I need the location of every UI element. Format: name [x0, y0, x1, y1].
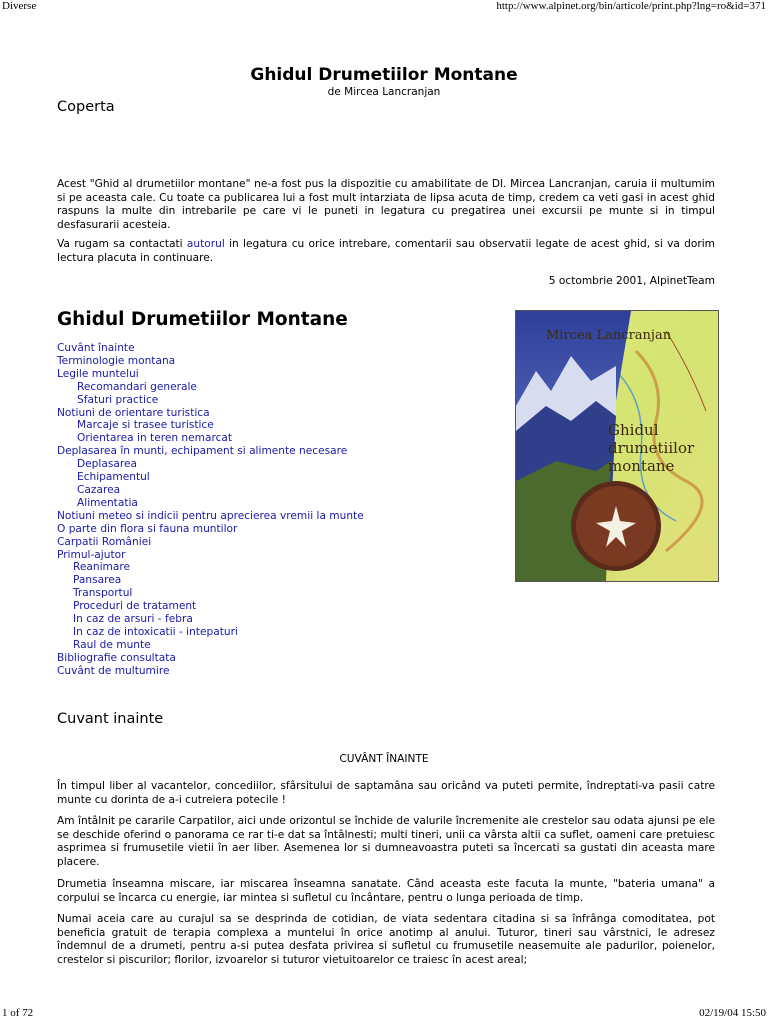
cuvant-inainte-heading: Cuvant inainte	[57, 711, 164, 727]
print-header-left: Diverse	[2, 0, 37, 12]
toc-subitem[interactable]: Reanimare	[73, 561, 131, 574]
cuvant-paragraph-1: În timpul liber al vacantelor, concediilor, sfârsitului de saptamâna sau oricând va puteti permite, îndreptati-va pasii catre munte cu dorinta de a-i cutreiera potecile !	[57, 780, 715, 806]
toc-subitem[interactable]: Orientarea in teren nemarcat	[77, 432, 233, 445]
cuvant-center-title: CUVÂNT ÎNAINTE	[339, 753, 429, 765]
toc-heading: Ghidul Drumetiilor Montane	[57, 309, 348, 330]
toc-subitem[interactable]: Alimentatia	[77, 496, 138, 509]
toc-subitem[interactable]: Transportul	[73, 587, 133, 600]
cuvant-paragraph-2: Am întâlnit pe cararile Carpatilor, aici unde orizontul se închide de valurile încremenite ale crestelor sau odata ajunsi pe ele se deschide oferind o panorama ce rar ti-e dat sa întâlnesti; multi tineri, unii ca vârsta altii ca suflet, oameni care pretuiesc asprimea si frumusetile vietii în aer liber. Asemenea lor si dumneavoastra puteti sa încercati sa gustati din aceasta mare placere.	[57, 815, 715, 868]
cover-title-line-3: montane	[608, 457, 675, 475]
page-title: Ghidul Drumetiilor Montane	[250, 65, 518, 85]
toc-subitem[interactable]: Cazarea	[77, 483, 121, 496]
toc-item[interactable]: Bibliografie consultata	[57, 651, 176, 664]
print-header-url: http://www.alpinet.org/bin/articole/print.php?lng=ro&id=371	[496, 0, 766, 12]
cuvant-paragraph-4: Numai aceia care au curajul sa se desprinda de cotidian, de viata sedentara citadina si sa înfrânga comoditatea, pot beneficia gratuit de terapia complexa a muntelui în orice anotimp al anului. Tuturor, tineri sau vârstnici, le adresez îndemnul de a drumeti, pentru a-si putea desfata privirea si sufletul cu frumusetile neasemuite ale padurilor, poienelor, crestelor si piscurilor; florilor, izvoarelor si tuturor vietuitoarelor ce traiesc în acest areal;	[57, 913, 715, 966]
toc-subitem[interactable]: Proceduri de tratament	[73, 600, 197, 613]
print-footer-timestamp: 02/19/04 15:50	[699, 1007, 766, 1019]
toc-item[interactable]: Cuvânt de multumire	[57, 664, 170, 677]
toc-item[interactable]: Notiuni meteo si indicii pentru aprecierea vremii la munte	[57, 509, 364, 522]
cover-title-line-1: Ghidul	[608, 421, 659, 439]
toc-subitem[interactable]: Echipamentul	[77, 471, 150, 484]
toc-subitem[interactable]: Sfaturi practice	[77, 393, 159, 406]
cover-author-text: Mircea Lancranjan	[546, 328, 672, 343]
print-footer-page-count: 1 of 72	[2, 1007, 34, 1019]
toc-subitem[interactable]: Raul de munte	[73, 638, 151, 651]
table-of-contents	[57, 342, 364, 678]
toc-item[interactable]: Cuvânt înainte	[57, 342, 135, 354]
toc-item[interactable]: Primul-ajutor	[57, 548, 126, 561]
toc-subitem[interactable]: In caz de intoxicatii - intepaturi	[73, 625, 238, 638]
toc-item[interactable]: O parte din flora si fauna muntilor	[57, 522, 238, 535]
toc-subitem[interactable]: Deplasarea	[77, 458, 137, 471]
author-line: de Mircea Lancranjan	[327, 86, 441, 98]
toc-item[interactable]: Notiuni de orientare turistica	[57, 406, 210, 419]
intro-paragraph-1: Acest "Ghid al drumetiilor montane" ne-a fost pus la dispozitie cu amabilitate de Dl. Mircea Lancranjan, caruia ii multumim si pe aceasta cale. Cu toate ca publicarea lui a fost mult intarziata de lipsa acuta de timp, credem ca veti gasi in acest ghid raspuns la multe din intrebarile pe care vi le puneti in legatura cu pregatirea unei excursii pe munte si in timpul desfasurarii acesteia.	[57, 178, 715, 231]
intro-p2-before: Va rugam sa contactati	[57, 238, 187, 250]
toc-item[interactable]: Terminologie montana	[57, 354, 176, 367]
coperta-heading: Coperta	[57, 99, 115, 115]
book-cover-image	[515, 310, 719, 582]
cover-title-line-2: drumetiilor	[608, 439, 695, 457]
cuvant-paragraph-3: Drumetia înseamna miscare, iar miscarea înseamna sanatate. Când aceasta este facuta la munte, "bateria umana" a corpului se încarca cu energie, iar mintea si sufletul cu încântare, pentru o lunga perioada de timp.	[57, 878, 715, 904]
author-link[interactable]: autorul	[186, 238, 225, 250]
toc-subitem[interactable]: In caz de arsuri - febra	[73, 613, 193, 626]
toc-item[interactable]: Deplasarea în munti, echipament si alimente necesare	[57, 445, 348, 458]
toc-subitem[interactable]: Pansarea	[73, 574, 122, 587]
toc-item[interactable]: Legile muntelui	[57, 367, 139, 380]
toc-item[interactable]: Carpatii României	[57, 535, 152, 548]
toc-subitem[interactable]: Marcaje si trasee turistice	[77, 419, 214, 432]
intro-signature: 5 octombrie 2001, AlpinetTeam	[548, 275, 715, 287]
intro-p2-after: in legatura cu orice intrebare, comentarii sau observatii legate de acest ghid, si va dorim lectura placuta in continuare.	[57, 238, 715, 264]
toc-subitem[interactable]: Recomandari generale	[77, 380, 197, 393]
intro-paragraph-2	[57, 238, 715, 265]
